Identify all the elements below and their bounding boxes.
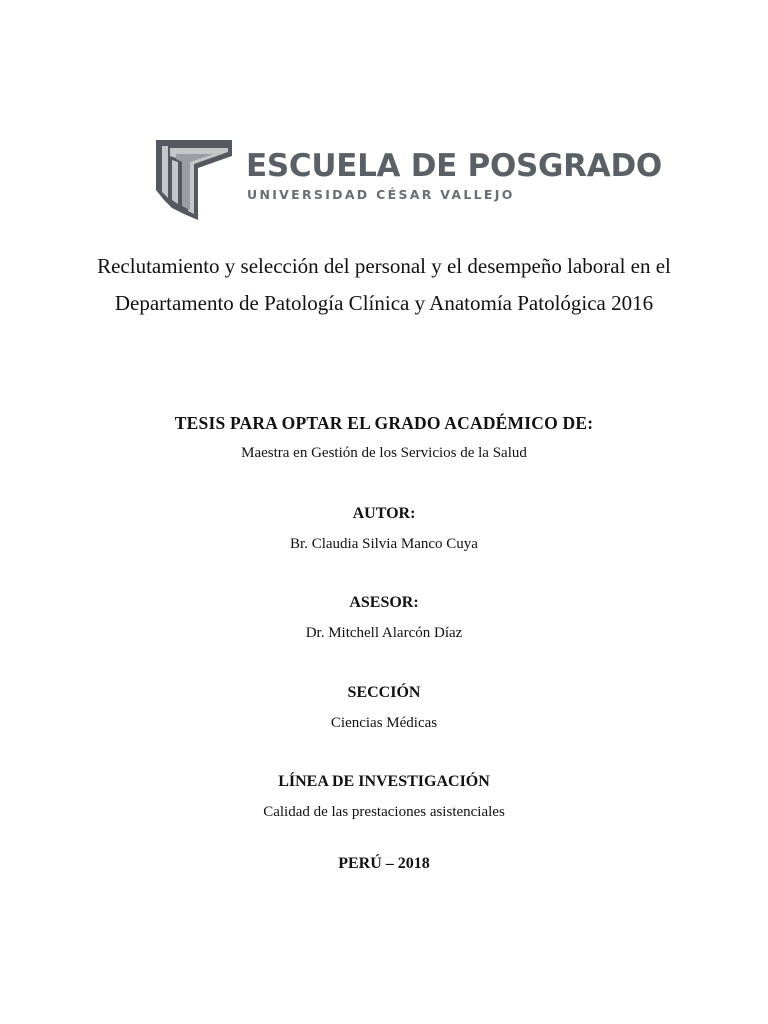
degree-value: Maestra en Gestión de los Servicios de la Salud [241,445,527,461]
section-value: Ciencias Médicas [330,715,438,731]
logo-subtitle: UNIVERSIDAD CÉSAR VALLEJO [247,187,515,202]
author-label: AUTOR: [352,505,416,522]
logo-title: ESCUELA DE POSGRADO [246,148,662,184]
author-value: Br. Claudia Silvia Manco Cuya [290,536,478,552]
university-logo [154,138,662,222]
advisor-label: ASESOR: [349,594,419,611]
degree-label: TESIS PARA OPTAR EL GRADO ACADÉMICO DE: [174,413,594,433]
section-label: SECCIÓN [347,684,421,701]
research-line-value: Calidad de las prestaciones asistenciales [263,804,505,820]
place-date: PERÚ – 2018 [338,855,430,872]
ucv-emblem-icon [154,138,234,222]
advisor-value: Dr. Mitchell Alarcón Díaz [305,625,463,641]
thesis-title: Reclutamiento y selección del personal y el desempeño laboral en el Departamento de Patología Clínica y Anatomía Patológica 2016 [97,254,671,315]
research-line-label: LÍNEA DE INVESTIGACIÓN [278,773,490,790]
